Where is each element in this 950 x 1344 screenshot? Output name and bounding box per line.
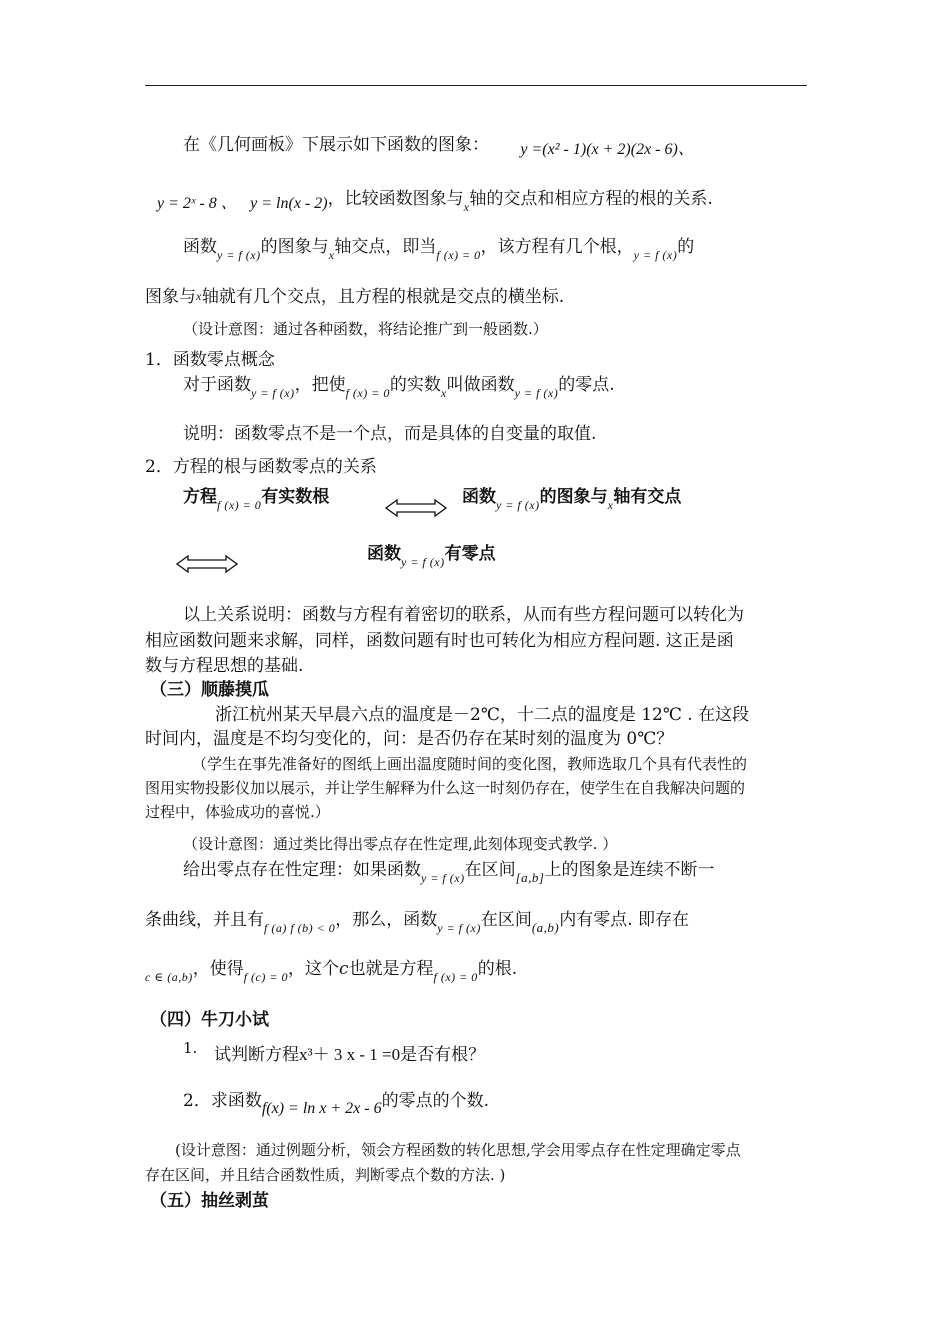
text: 有零点	[444, 544, 496, 564]
text: 在区间	[480, 910, 532, 930]
text: 方程	[183, 487, 217, 507]
formula: f(x) = ln x + 2x - 6	[261, 1100, 382, 1117]
text: 2．求函数	[183, 1091, 262, 1111]
text: 轴有交点	[613, 487, 682, 507]
explanation-line-2: 相应函数问题来求解，同样，函数问题有时也可转化为相应方程问题. 这正是函	[145, 631, 734, 651]
design-note-3-line-2: 存在区间，并且结合函数性质，判断零点个数的方法. )	[145, 1166, 506, 1184]
text: 上的图象是连续不断一	[544, 860, 715, 880]
design-note-2: （设计意图：通过类比得出零点存在性定理,此刻体现变式教学. ）	[183, 835, 618, 853]
var-x: x	[463, 200, 470, 214]
var-x: x	[328, 248, 335, 262]
text: 条曲线，并且有	[145, 910, 264, 930]
relation-right	[462, 485, 681, 510]
section-heading-5: （五）抽丝剥茧	[150, 1191, 269, 1211]
var-x: x	[196, 289, 202, 303]
theorem-line-3	[145, 957, 517, 982]
text: ，该方程有几个根，	[480, 237, 634, 257]
text: 在区间	[464, 860, 516, 880]
formula: f (x) = 0	[345, 386, 390, 400]
intro-line-4	[145, 285, 564, 310]
interval: [a,b]	[515, 870, 545, 885]
note-line-3: 过程中，体验成功的喜悦.）	[145, 803, 330, 821]
formula-exponential: y = 2ˣ - 8 、	[157, 195, 237, 212]
formula: y = f (x)	[421, 871, 465, 885]
explanation-line-3: 数与方程思想的基础.	[145, 656, 304, 676]
text: 函数	[183, 237, 217, 257]
formula: y = f (x)	[401, 555, 445, 569]
formula: y = f (x)	[217, 248, 261, 262]
text: 有实数根	[261, 487, 330, 507]
formula: y = f (x)	[633, 248, 678, 262]
formula: y = f (x)	[496, 498, 540, 512]
text: 给出零点存在性定理：如果函数	[183, 860, 421, 880]
section-heading-1: 1．函数零点概念	[145, 350, 275, 370]
formula: f (x) = 0	[433, 970, 478, 984]
intro-line-2	[157, 187, 713, 212]
text: 内有零点. 即存在	[559, 910, 690, 930]
section-heading-2: 2．方程的根与函数零点的关系	[145, 457, 377, 477]
exercise-1	[214, 1043, 485, 1067]
var-x: x	[607, 498, 614, 512]
var-x: x	[440, 386, 447, 400]
text: 的图象与	[539, 487, 608, 507]
text: ，把使	[294, 375, 346, 395]
note-line-2: 图用实物投影仪加以展示，并让学生解释为什么这一时刻仍存在，使学生在自我解决问题的	[145, 779, 746, 797]
question-line-2: 时间内，温度是不均匀变化的，问：是否仍存在某时刻的温度为 0℃？	[145, 729, 674, 749]
intro-text: ，比较函数图象与	[327, 189, 464, 209]
text: 的零点.	[558, 375, 615, 395]
text: 的	[677, 237, 695, 257]
theorem-line-1	[183, 858, 714, 883]
intro-line-3	[183, 235, 694, 260]
intro-line-1	[183, 133, 694, 158]
exercise-1-number: 1.	[183, 1039, 198, 1057]
text: 是否有根？	[400, 1045, 486, 1065]
zero-definition	[183, 373, 615, 398]
section-heading-4: （四）牛刀小试	[150, 1010, 269, 1030]
formula: y = f (x)	[514, 386, 559, 400]
text: ，使得	[192, 959, 244, 979]
text: 轴交点，即当	[334, 237, 437, 257]
explanation-line-1: 以上关系说明：函数与方程有着密切的联系，从而有些方程问题可以转化为	[183, 605, 744, 625]
formula: f (c) = 0	[243, 970, 288, 984]
note-line-1: （学生在事先准备好的图纸上画出温度随时间的变化图，教师选取几个具有代表性的	[192, 755, 748, 773]
formula-polynomial: y =(x² - 1)(x + 2)(2x - 6)、	[520, 141, 694, 158]
text: 也就是方程	[348, 959, 434, 979]
section-heading-3: （三）顺藤摸瓜	[150, 680, 269, 700]
text: 的图象与	[260, 237, 329, 257]
text: ，这个	[287, 959, 339, 979]
double-arrow-icon	[176, 555, 238, 573]
theorem-line-2	[145, 908, 689, 933]
zero-note: 说明：函数零点不是一个点，而是具体的自变量的取值.	[183, 424, 597, 444]
formula: f (x) = 0	[217, 498, 262, 512]
formula: f (a) f (b) < 0	[264, 921, 336, 935]
interval: (a,b)	[531, 920, 560, 935]
intro-text: 在《几何画板》下展示如下函数的图象：	[183, 135, 489, 155]
text: 的零点的个数.	[381, 1091, 490, 1111]
text: 对于函数	[183, 375, 251, 395]
text: 的实数	[389, 375, 441, 395]
intro-text: 轴的交点和相应方程的根的关系.	[469, 189, 713, 209]
text: 图象与	[145, 287, 196, 307]
question-line-1: 浙江杭州某天早晨六点的温度是－2℃，十二点的温度是 12℃ . 在这段	[215, 705, 750, 725]
text: 试判断方程	[214, 1045, 299, 1065]
design-note-3-line-1: (设计意图：通过例题分析，领会方程函数的转化思想,学会用零点存在性定理确定零点	[175, 1141, 741, 1159]
var-c: c	[338, 959, 349, 979]
text: 函数	[462, 487, 496, 507]
formula: y = f (x)	[437, 921, 481, 935]
formula: f (x) = 0	[436, 248, 481, 262]
formula: y = f (x)	[251, 386, 295, 400]
design-note-1: （设计意图：通过各种函数，将结论推广到一般函数.）	[183, 320, 548, 338]
text: 叫做函数	[446, 375, 515, 395]
formula: x³＋ 3 x - 1 =0	[299, 1045, 401, 1064]
text: 函数	[367, 544, 401, 564]
exercise-2	[183, 1089, 490, 1117]
relation-zero	[367, 542, 496, 567]
relation-left	[183, 485, 329, 510]
formula: c ∈ (a,b)	[145, 970, 193, 984]
text: ，那么，函数	[335, 910, 438, 930]
formula-log: y = ln(x - 2)	[250, 195, 328, 212]
double-arrow-icon	[385, 499, 447, 517]
text: 的根.	[477, 959, 518, 979]
text: 轴就有几个交点，且方程的根就是交点的横坐标.	[201, 287, 565, 307]
header-rule	[145, 85, 807, 86]
